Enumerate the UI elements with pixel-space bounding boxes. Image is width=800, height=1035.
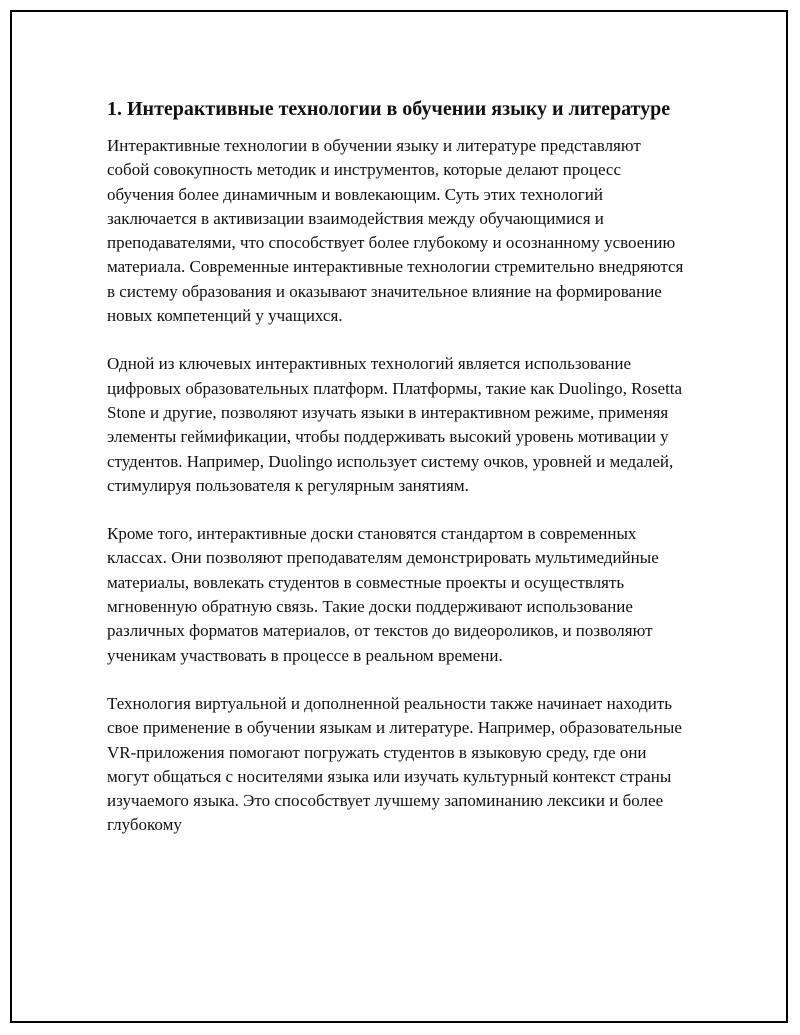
paragraph-vr-ar: Технология виртуальной и дополненной реальности также начинает находить свое применение в обучении языкам и литературе. Например, образовательные VR-приложения помогают погружать студентов в языковую среду, где они могут общаться с носителями языка или изучать культурный контекст страны изучаемого языка. Это способствует лучшему запоминанию лексики и более глубокому [107, 693, 682, 835]
paragraph-digital-platforms: Одной из ключевых интерактивных технологий является использование цифровых образовательных платформ. Платформы, такие как Duolingo, Rosetta Stone и другие, позволяют изучать языки в интерактивном режиме, применяя элементы геймификации, чтобы поддерживать высокий уровень мотивации у студентов. Например, Duolingo использует систему очков, уровней и медалей, стимулируя пользователя к регулярным занятиям. [107, 354, 683, 495]
paragraph-interactive-boards: Кроме того, интерактивные доски становятся стандартом в современных классах. Они позволяют преподавателям демонстрировать мультимедийные материалы, вовлекать студентов в совместные проекты и осуществлять мгновенную обратную связь. Такие доски поддерживают использование различных форматов материалов, от текстов до видеороликов, и позволяют ученикам участвовать в процессе в реальном времени. [107, 524, 659, 665]
document-body [107, 94, 687, 862]
paragraph-intro: Интерактивные технологии в обучении языку и литературе представляют собой совокупность методик и инструментов, которые делают процесс обучения более динамичным и вовлекающим. Суть этих технологий заключается в активизации взаимодействия между обучающимися и преподавателями, что способствует более глубокому и осознанному усвоению материала. Современные интерактивные технологии стремительно внедряются в систему образования и оказывают значительное влияние на формирование новых компетенций у учащихся. [107, 136, 684, 326]
section-heading: 1. Интерактивные технологии в обучении языку и литературе [107, 98, 671, 120]
